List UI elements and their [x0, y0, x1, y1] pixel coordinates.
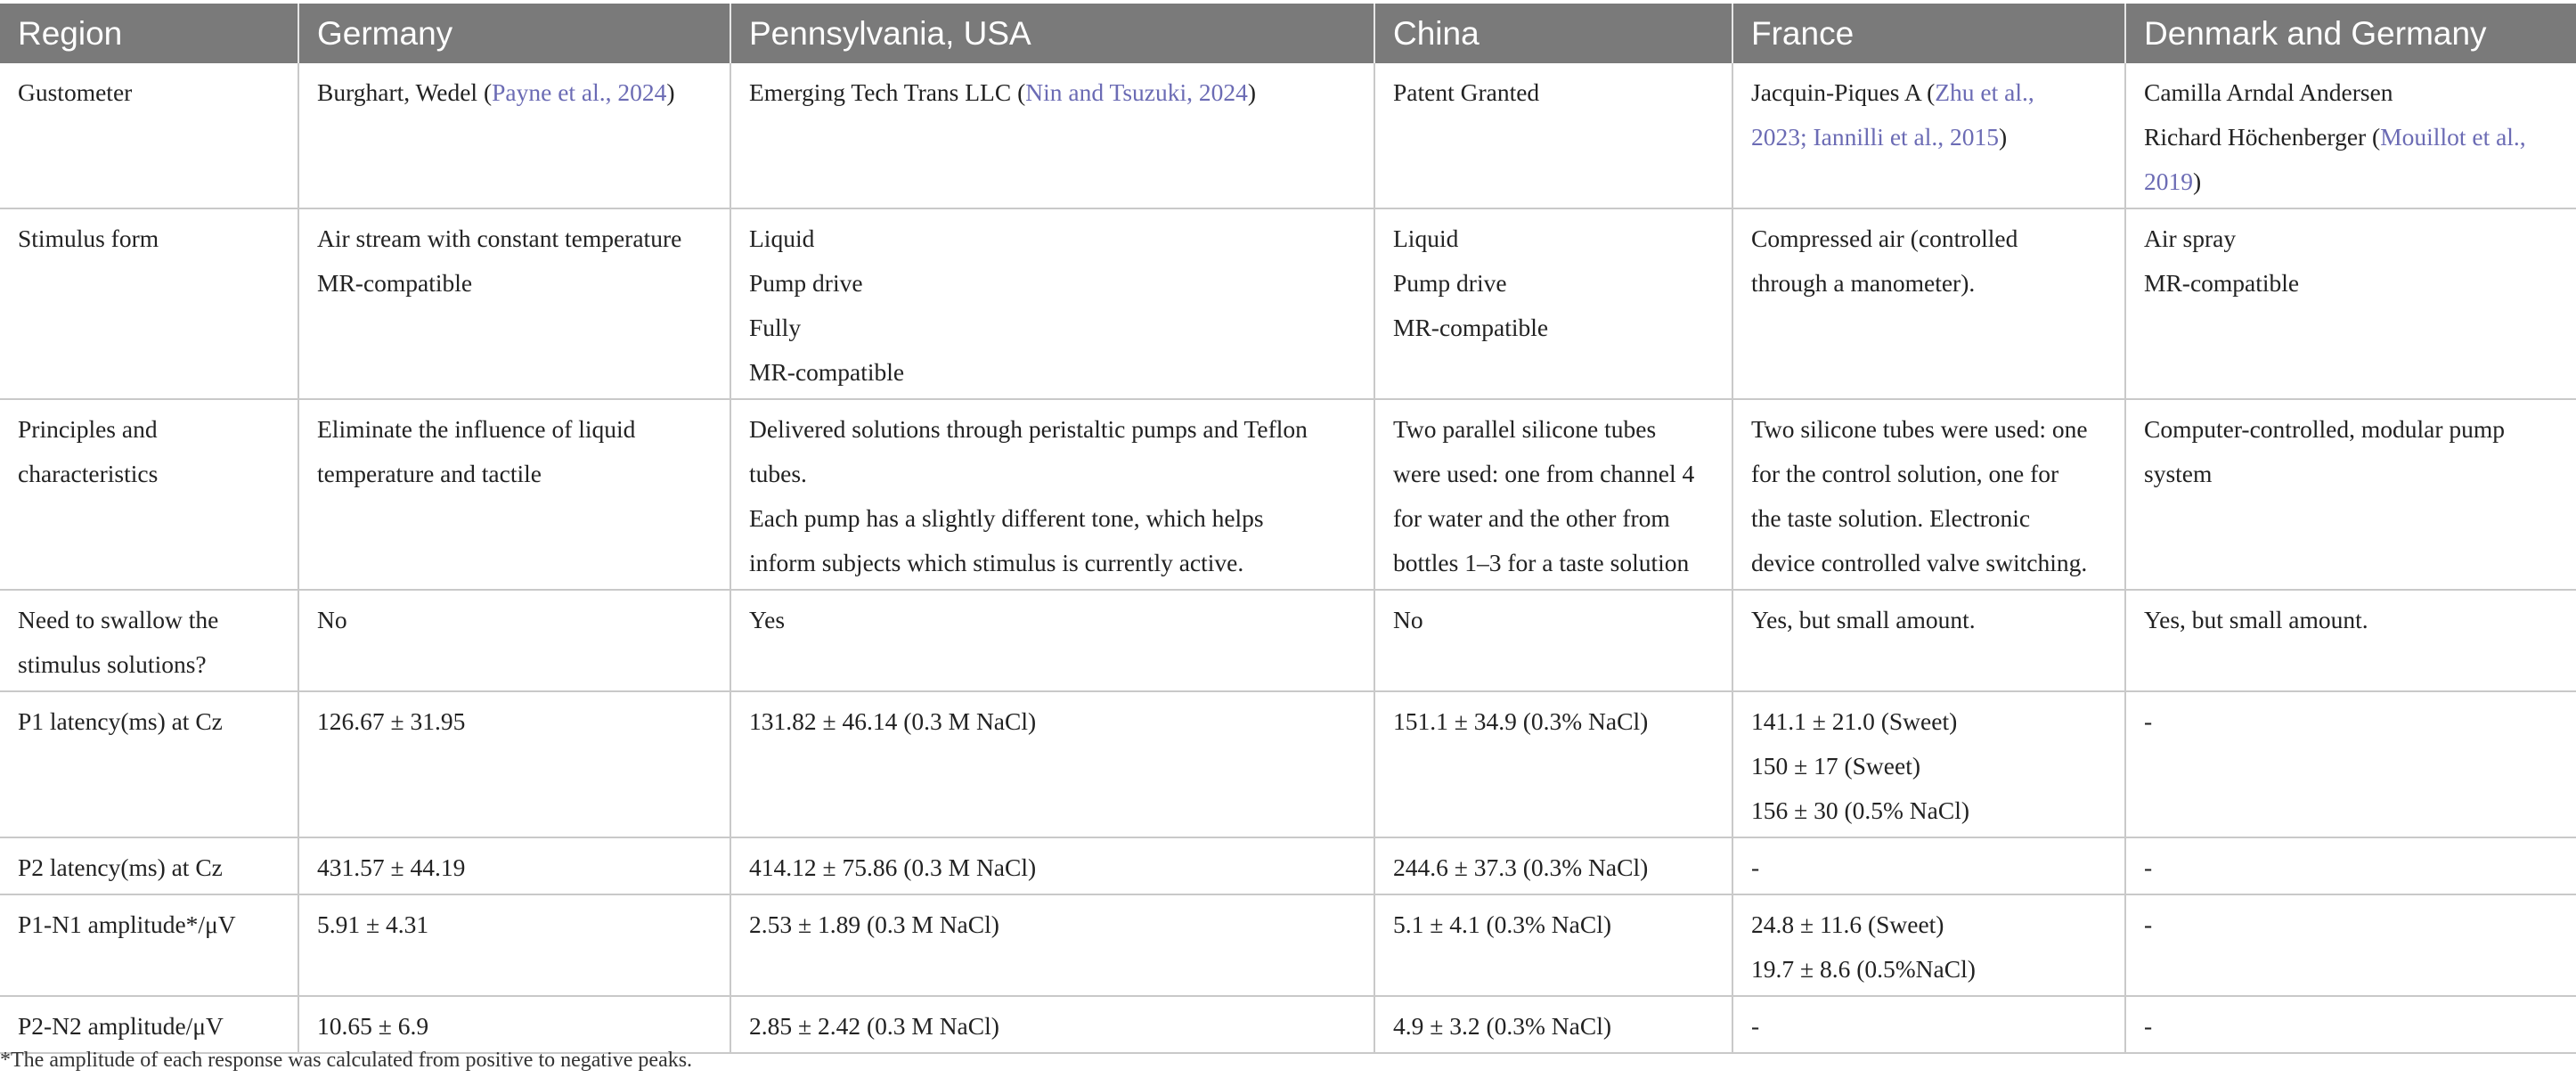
cell-germany: Air stream with constant temperature MR-compatible — [298, 208, 730, 399]
cell-germany: 431.57 ± 44.19 — [298, 837, 730, 894]
table-row-p1-latency — [0, 691, 2576, 837]
cell-denmark-germany: - — [2125, 837, 2576, 894]
cell-denmark-germany: Yes, but small amount. — [2125, 590, 2576, 691]
cell-germany: No — [298, 590, 730, 691]
table-header-row — [0, 4, 2576, 63]
cell-usa: Liquid Pump drive Fully MR-compatible — [730, 208, 1374, 399]
cell-france: 24.8 ± 11.6 (Sweet) 19.7 ± 8.6 (0.5%NaCl) — [1732, 894, 2125, 996]
header-denmark-germany: Denmark and Germany — [2125, 4, 2576, 63]
table-row-gustometer — [0, 63, 2576, 208]
header-region: Region — [0, 4, 298, 63]
cell-china: Two parallel silicone tubes were used: one from channel 4 for water and the other from bottles 1–3 for a taste solution — [1374, 399, 1732, 590]
cell-germany: Eliminate the influence of liquid temperature and tactile — [298, 399, 730, 590]
table-row-p2-latency — [0, 837, 2576, 894]
cell-china: Liquid Pump drive MR-compatible — [1374, 208, 1732, 399]
citation-link[interactable]: Payne et al., 2024 — [492, 78, 667, 106]
header-china: China — [1374, 4, 1732, 63]
gustometer-comparison-table — [0, 4, 2576, 1054]
header-germany: Germany — [298, 4, 730, 63]
cell-germany: 5.91 ± 4.31 — [298, 894, 730, 996]
table-row-principles — [0, 399, 2576, 590]
citation-link[interactable]: Nin and Tsuzuki, 2024 — [1025, 78, 1248, 106]
cell-germany: 126.67 ± 31.95 — [298, 691, 730, 837]
cell-usa: Yes — [730, 590, 1374, 691]
cell-china: 244.6 ± 37.3 (0.3% NaCl) — [1374, 837, 1732, 894]
cell-denmark-germany: Air spray MR-compatible — [2125, 208, 2576, 399]
citation-link[interactable]: Mouillot et al., — [2380, 123, 2526, 151]
cell-china: Patent Granted — [1374, 63, 1732, 208]
cell-france: 141.1 ± 21.0 (Sweet) 150 ± 17 (Sweet) 156 ± 30 (0.5% NaCl) — [1732, 691, 2125, 837]
cell-france: - — [1732, 996, 2125, 1053]
cell-france: Two silicone tubes were used: one for the control solution, one for the taste solution. Electronic device controlled valve switching. — [1732, 399, 2125, 590]
cell-denmark-germany: Computer-controlled, modular pump system — [2125, 399, 2576, 590]
cell-france: - — [1732, 837, 2125, 894]
row-label: P2 latency(ms) at Cz — [0, 837, 298, 894]
cell-china: 4.9 ± 3.2 (0.3% NaCl) — [1374, 996, 1732, 1053]
cell-usa: 414.12 ± 75.86 (0.3 M NaCl) — [730, 837, 1374, 894]
table-row-swallow — [0, 590, 2576, 691]
cell-germany: Burghart, Wedel (Payne et al., 2024) — [298, 63, 730, 208]
cell-usa: Delivered solutions through peristaltic pumps and Teflon tubes. Each pump has a slightly different tone, which helps inform subjects which stimulus is currently active. — [730, 399, 1374, 590]
cell-france: Yes, but small amount. — [1732, 590, 2125, 691]
citation-link[interactable]: 2019 — [2144, 167, 2193, 195]
cell-denmark-germany: - — [2125, 691, 2576, 837]
row-label: Need to swallow the stimulus solutions? — [0, 590, 298, 691]
table-footnote: *The amplitude of each response was calculated from positive to negative peaks. — [0, 1049, 693, 1072]
row-label: Gustometer — [0, 63, 298, 208]
row-label: Stimulus form — [0, 208, 298, 399]
citation-link[interactable]: 2023; Iannilli et al., 2015 — [1751, 123, 2000, 151]
citation-link[interactable]: Zhu et al., — [1935, 78, 2034, 106]
cell-france: Compressed air (controlled through a manometer). — [1732, 208, 2125, 399]
cell-denmark-germany: - — [2125, 894, 2576, 996]
cell-usa: 2.53 ± 1.89 (0.3 M NaCl) — [730, 894, 1374, 996]
cell-denmark-germany: - — [2125, 996, 2576, 1053]
cell-germany: 10.65 ± 6.9 — [298, 996, 730, 1053]
cell-usa: 131.82 ± 46.14 (0.3 M NaCl) — [730, 691, 1374, 837]
cell-usa: 2.85 ± 2.42 (0.3 M NaCl) — [730, 996, 1374, 1053]
cell-china: 5.1 ± 4.1 (0.3% NaCl) — [1374, 894, 1732, 996]
table-row-stimulus-form — [0, 208, 2576, 399]
cell-china: 151.1 ± 34.9 (0.3% NaCl) — [1374, 691, 1732, 837]
header-france: France — [1732, 4, 2125, 63]
cell-china: No — [1374, 590, 1732, 691]
row-label: Principles and characteristics — [0, 399, 298, 590]
cell-usa: Emerging Tech Trans LLC (Nin and Tsuzuki, 2024) — [730, 63, 1374, 208]
row-label: P1-N1 amplitude*/μV — [0, 894, 298, 996]
cell-france: Jacquin-Piques A (Zhu et al., 2023; Iannilli et al., 2015) — [1732, 63, 2125, 208]
cell-denmark-germany: Camilla Arndal Andersen Richard Höchenberger (Mouillot et al., 2019) — [2125, 63, 2576, 208]
header-pennsylvania: Pennsylvania, USA — [730, 4, 1374, 63]
row-label: P1 latency(ms) at Cz — [0, 691, 298, 837]
row-label: P2-N2 amplitude/μV — [0, 996, 298, 1053]
table-row-p1-n1-amplitude — [0, 894, 2576, 996]
